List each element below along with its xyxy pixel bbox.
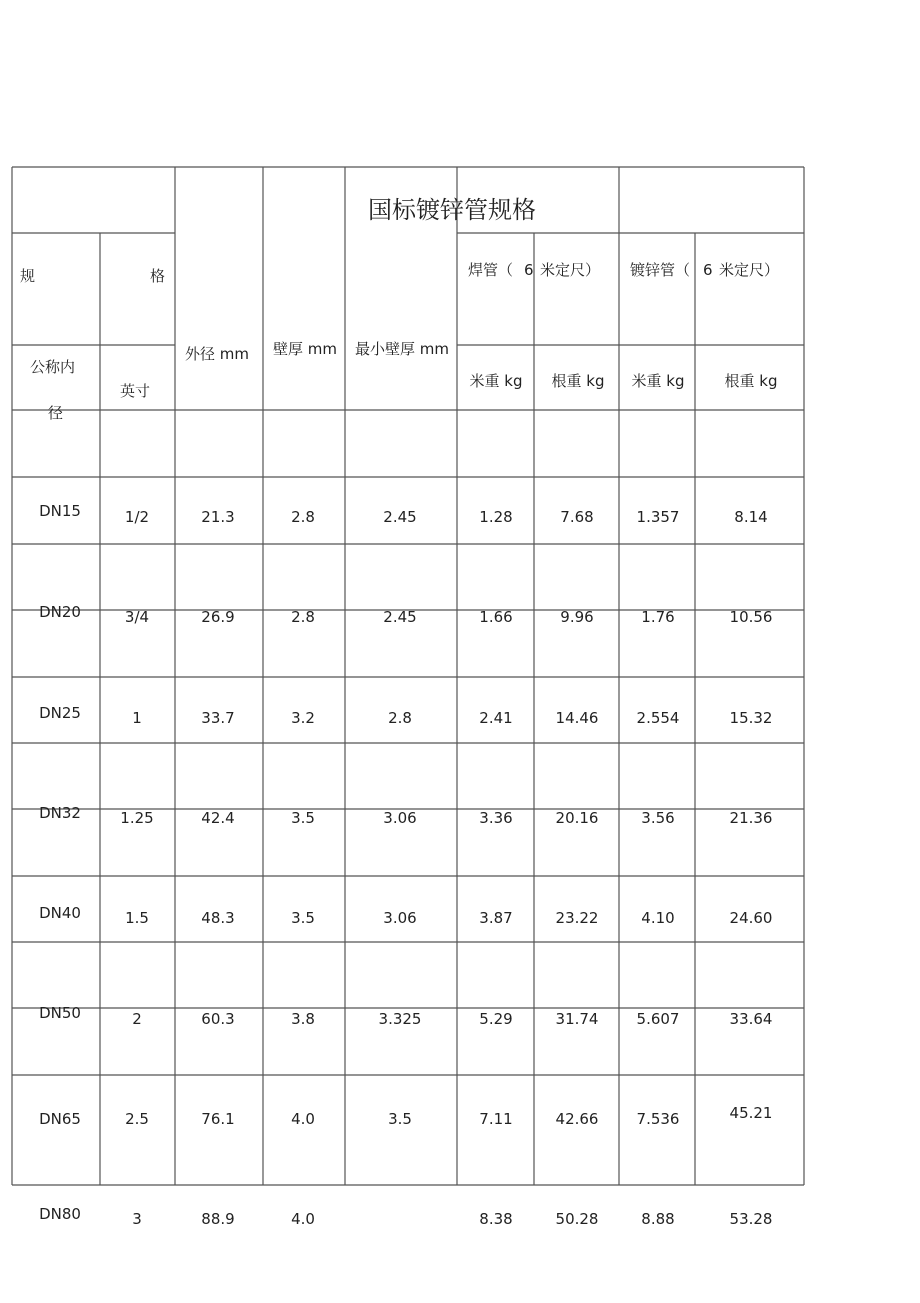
cell-welded-per-piece: 9.96: [560, 608, 594, 626]
cell-outer-diameter: 60.3: [201, 1010, 235, 1028]
cell-galv-per-m: 4.10: [641, 909, 675, 927]
cell-welded-per-m: 8.38: [479, 1210, 513, 1228]
cell-welded-per-m: 1.66: [479, 608, 513, 626]
cell-wall: 4.0: [291, 1210, 315, 1228]
header-weld-per-pc: 根重 kg: [551, 372, 605, 390]
cell-galv-per-piece: 24.60: [729, 909, 773, 927]
cell-galv-per-piece: 33.64: [729, 1010, 773, 1028]
header-spec-gui: 规: [20, 267, 36, 285]
cell-outer-diameter: 48.3: [201, 909, 235, 927]
header-inch: 英寸: [120, 382, 151, 400]
cell-outer-diameter: 33.7: [201, 709, 235, 727]
cell-galv-per-piece: 15.32: [729, 709, 773, 727]
cell-welded-per-piece: 7.68: [560, 508, 594, 526]
cell-galv-per-m: 8.88: [641, 1210, 675, 1228]
cell-outer-diameter: 42.4: [201, 809, 235, 827]
cell-wall: 4.0: [291, 1110, 315, 1128]
header-galv-a: 镀锌管（: [630, 261, 691, 279]
cell-welded-per-piece: 23.22: [555, 909, 599, 927]
cell-min-wall: 3.325: [378, 1010, 422, 1028]
cell-min-wall: 3.06: [383, 909, 417, 927]
cell-outer-diameter: 26.9: [201, 608, 235, 626]
cell-welded-per-piece: 31.74: [555, 1010, 599, 1028]
header-nominal-1: 公称内: [30, 358, 76, 376]
cell-inch: 3: [132, 1210, 142, 1228]
header-weld-per-m: 米重 kg: [469, 372, 523, 390]
cell-galv-per-m: 3.56: [641, 809, 675, 827]
cell-outer-diameter: 88.9: [201, 1210, 235, 1228]
header-galv-per-m: 米重 kg: [631, 372, 685, 390]
cell-inch: 1.5: [125, 909, 149, 927]
cell-inch: 1.25: [120, 809, 154, 827]
cell-galv-per-m: 1.357: [636, 508, 680, 526]
cell-dn: DN32: [39, 804, 81, 822]
cell-galv-per-piece: 21.36: [729, 809, 773, 827]
cell-galv-per-m: 1.76: [641, 608, 675, 626]
cell-dn: DN20: [39, 603, 81, 621]
cell-dn: DN65: [39, 1110, 81, 1128]
cell-min-wall: 2.45: [383, 608, 417, 626]
cell-dn: DN80: [39, 1205, 81, 1223]
cell-min-wall: 3.06: [383, 809, 417, 827]
cell-wall: 3.5: [291, 909, 315, 927]
cell-welded-per-m: 7.11: [479, 1110, 513, 1128]
cell-dn: DN40: [39, 904, 81, 922]
cell-galv-per-piece: 53.28: [729, 1210, 773, 1228]
cell-welded-per-piece: 20.16: [555, 809, 599, 827]
cell-inch: 1/2: [124, 508, 150, 526]
header-nominal-2: 径: [48, 404, 64, 422]
header-welded-c: 米定尺）: [540, 261, 601, 279]
page-title: 国标镀锌管规格: [368, 196, 536, 224]
cell-galv-per-piece: 45.21: [729, 1104, 773, 1122]
header-spec-ge: 格: [150, 267, 166, 285]
cell-dn: DN25: [39, 704, 81, 722]
cell-inch: 2: [132, 1010, 142, 1028]
cell-welded-per-piece: 14.46: [555, 709, 599, 727]
header-welded-a: 焊管（: [468, 261, 514, 279]
cell-galv-per-piece: 10.56: [729, 608, 773, 626]
cell-dn: DN15: [39, 502, 81, 520]
cell-wall: 3.5: [291, 809, 315, 827]
cell-galv-per-piece: 8.14: [734, 508, 768, 526]
cell-welded-per-m: 5.29: [479, 1010, 513, 1028]
header-od: 外径 mm: [185, 345, 249, 363]
header-galv-c: 米定尺）: [719, 261, 780, 279]
header-wall: 壁厚 mm: [273, 340, 337, 358]
cell-min-wall: 2.45: [383, 508, 417, 526]
cell-welded-per-m: 2.41: [479, 709, 513, 727]
cell-wall: 3.2: [291, 709, 315, 727]
cell-min-wall: 3.5: [388, 1110, 412, 1128]
cell-welded-per-piece: 42.66: [555, 1110, 599, 1128]
cell-galv-per-m: 7.536: [636, 1110, 680, 1128]
cell-inch: 2.5: [125, 1110, 149, 1128]
cell-inch: 3/4: [124, 608, 150, 626]
cell-galv-per-m: 2.554: [636, 709, 680, 727]
header-galv-b: 6: [703, 261, 713, 279]
header-min-wall: 最小壁厚 mm: [355, 340, 449, 358]
cell-outer-diameter: 21.3: [201, 508, 235, 526]
cell-galv-per-m: 5.607: [636, 1010, 680, 1028]
cell-outer-diameter: 76.1: [201, 1110, 235, 1128]
header-welded-b: 6: [524, 261, 534, 279]
cell-wall: 2.8: [291, 508, 315, 526]
cell-welded-per-m: 3.87: [479, 909, 513, 927]
cell-inch: 1: [132, 709, 142, 727]
cell-welded-per-m: 3.36: [479, 809, 513, 827]
cell-wall: 3.8: [291, 1010, 315, 1028]
cell-dn: DN50: [39, 1004, 81, 1022]
cell-welded-per-m: 1.28: [479, 508, 513, 526]
cell-min-wall: 2.8: [388, 709, 412, 727]
cell-wall: 2.8: [291, 608, 315, 626]
header-galv-per-pc: 根重 kg: [724, 372, 778, 390]
cell-welded-per-piece: 50.28: [555, 1210, 599, 1228]
